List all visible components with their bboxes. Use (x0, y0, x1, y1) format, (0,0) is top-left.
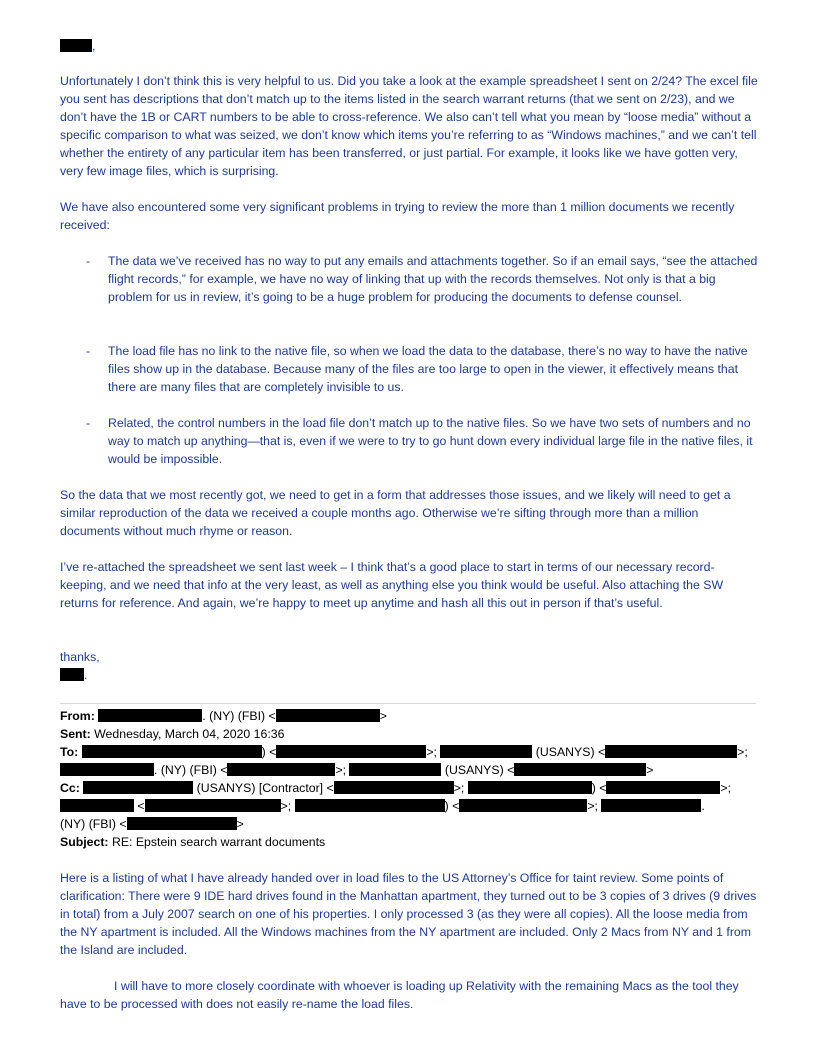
redacted-text (60, 799, 134, 812)
redacted-text (276, 709, 380, 722)
redacted-text (60, 763, 154, 776)
header-cc-continued-2: (NY) (FBI) < > (60, 817, 244, 831)
header-cc: Cc: (USANYS) [Contractor] < >; ) < >; (60, 781, 732, 795)
redacted-text (601, 799, 701, 812)
reply-paragraph-4: I’ve re-attached the spreadsheet we sent last week – I think that’s a good place to start in terms of our necessary record-keeping, and we need that info at the very least, as well as anything else you think would be useful. Also attaching the SW returns for reference. And again, we’re happy to meet up anytime and hash all this out in person if that’s useful. (60, 560, 724, 610)
bullet-text: Related, the control numbers in the load file don’t match up to the native files. So we have two sets of numbers and no way to match up anything—that is, even if we were to try to go hunt down every individual large file in the native files, it would be impossible. (108, 416, 753, 466)
header-to-continued: . (NY) (FBI) < >; (USANYS) < > (60, 761, 760, 779)
redacted-name (60, 668, 84, 681)
bullet-text: The data we’ve received has no way to put any emails and attachments together. So if an email says, “see the attached flight records,” for example, we have no way of linking that up with the records themselves. Not only is that a big problem for us in review, it’s going to be a huge problem for producing the documents to defense counsel. (108, 254, 758, 304)
redacted-text (334, 781, 454, 794)
bullet-item: - Related, the control numbers in the load file don’t match up to the native files. So we have two sets of numbers and no way to match up anything—that is, even if we were to try to go hunt down every individual large file in the native files, it would be impossible. (86, 414, 760, 468)
header-sent: Sent: Wednesday, March 04, 2020 16:36 (60, 727, 285, 741)
redacted-text (605, 745, 737, 758)
header-subject: Subject: RE: Epstein search warrant documents (60, 835, 326, 849)
header-divider (60, 703, 756, 704)
redacted-text (606, 781, 720, 794)
redacted-text (349, 763, 441, 776)
redacted-text (83, 781, 193, 794)
bullet-item: - The load file has no link to the native file, so when we load the data to the database, there’s no way to have the native files show up in the database. Because many of the files are too large to open in the viewer, it effectively means that there are many files that are completely invisible to us. (86, 342, 760, 396)
redacted-text (227, 763, 335, 776)
reply-paragraph-3: So the data that we most recently got, we need to get in a form that addresses those issues, and we likely will need to get a similar reproduction of the data we received a couple months ago. Otherwise we’re sifting through more than a million documents without much rhyme or reason. (60, 488, 731, 538)
signature: . (60, 666, 760, 684)
original-paragraph-1: Here is a listing of what I have already handed over in load files to the US Attorney’s Office for taint review. Some points of clarification: There were 9 IDE hard drives found in the Manhattan apartment, they turned out to be 3 copies of 3 drives (9 drives in total) from a July 2007 search on one of his properties. I only processed 3 (as they were all copies). All the loose media from the NY apartment is included. All the Windows machines from the NY apartment are included. Only 2 Macs from NY and 1 from the Island are included. (60, 871, 757, 957)
reply-paragraph-2: We have also encountered some very significant problems in trying to review the more than 1 million documents we recently received: (60, 200, 735, 232)
greeting: , (60, 37, 760, 55)
redacted-text (82, 745, 262, 758)
bullet-text: The load file has no link to the native file, so when we load the data to the database, there’s no way to have the native files show up in the database. Because many of the files are too large to open in the viewer, it effectively means that there are many files that are completely invisible to us. (108, 344, 748, 394)
reply-paragraph-1: Unfortunately I don’t think this is very helpful to us. Did you take a look at the example spreadsheet I sent on 2/24? The excel file you sent has descriptions that don’t match up to the items listed in the search warrant returns (that we sent on 2/23), and we don’t have the 1B or CART numbers to be able to cross-reference. We also can’t tell what you mean by “loose media” without a specific comparison to what was seized, we don’t know which items you’re referring to as “Windows machines,” and we can’t tell whether the entirety of any particular item has been transferred, or just partial. For example, it looks like we have gotten very, very few image files, which is surprising. (60, 74, 758, 178)
signoff: thanks, (60, 650, 100, 664)
redacted-text (276, 745, 426, 758)
redacted-text (98, 709, 202, 722)
redacted-text (468, 781, 592, 794)
bullet-item: - The data we’ve received has no way to put any emails and attachments together. So if an email says, “see the attached flight records,” for example, we have no way of linking that up with the records themselves. Not only is that a big problem for us in review, it’s going to be a huge problem for producing the documents to defense counsel. (86, 252, 760, 306)
redacted-name (60, 39, 92, 52)
redacted-text (459, 799, 587, 812)
redacted-text (514, 763, 646, 776)
redacted-text (127, 817, 237, 830)
original-paragraph-2: I will have to more closely coordinate with whoever is loading up Relativity with the remaining Macs as the tool they have to be processed with does not easily re-name the load files. (60, 979, 739, 1011)
header-to: To: ) < >; (USANYS) < >; (60, 745, 748, 759)
header-cc-continued: < >; ) < >; . (60, 797, 760, 815)
redacted-text (440, 745, 532, 758)
redacted-text (295, 799, 445, 812)
header-from: From: . (NY) (FBI) < > (60, 709, 387, 723)
redacted-text (145, 799, 281, 812)
